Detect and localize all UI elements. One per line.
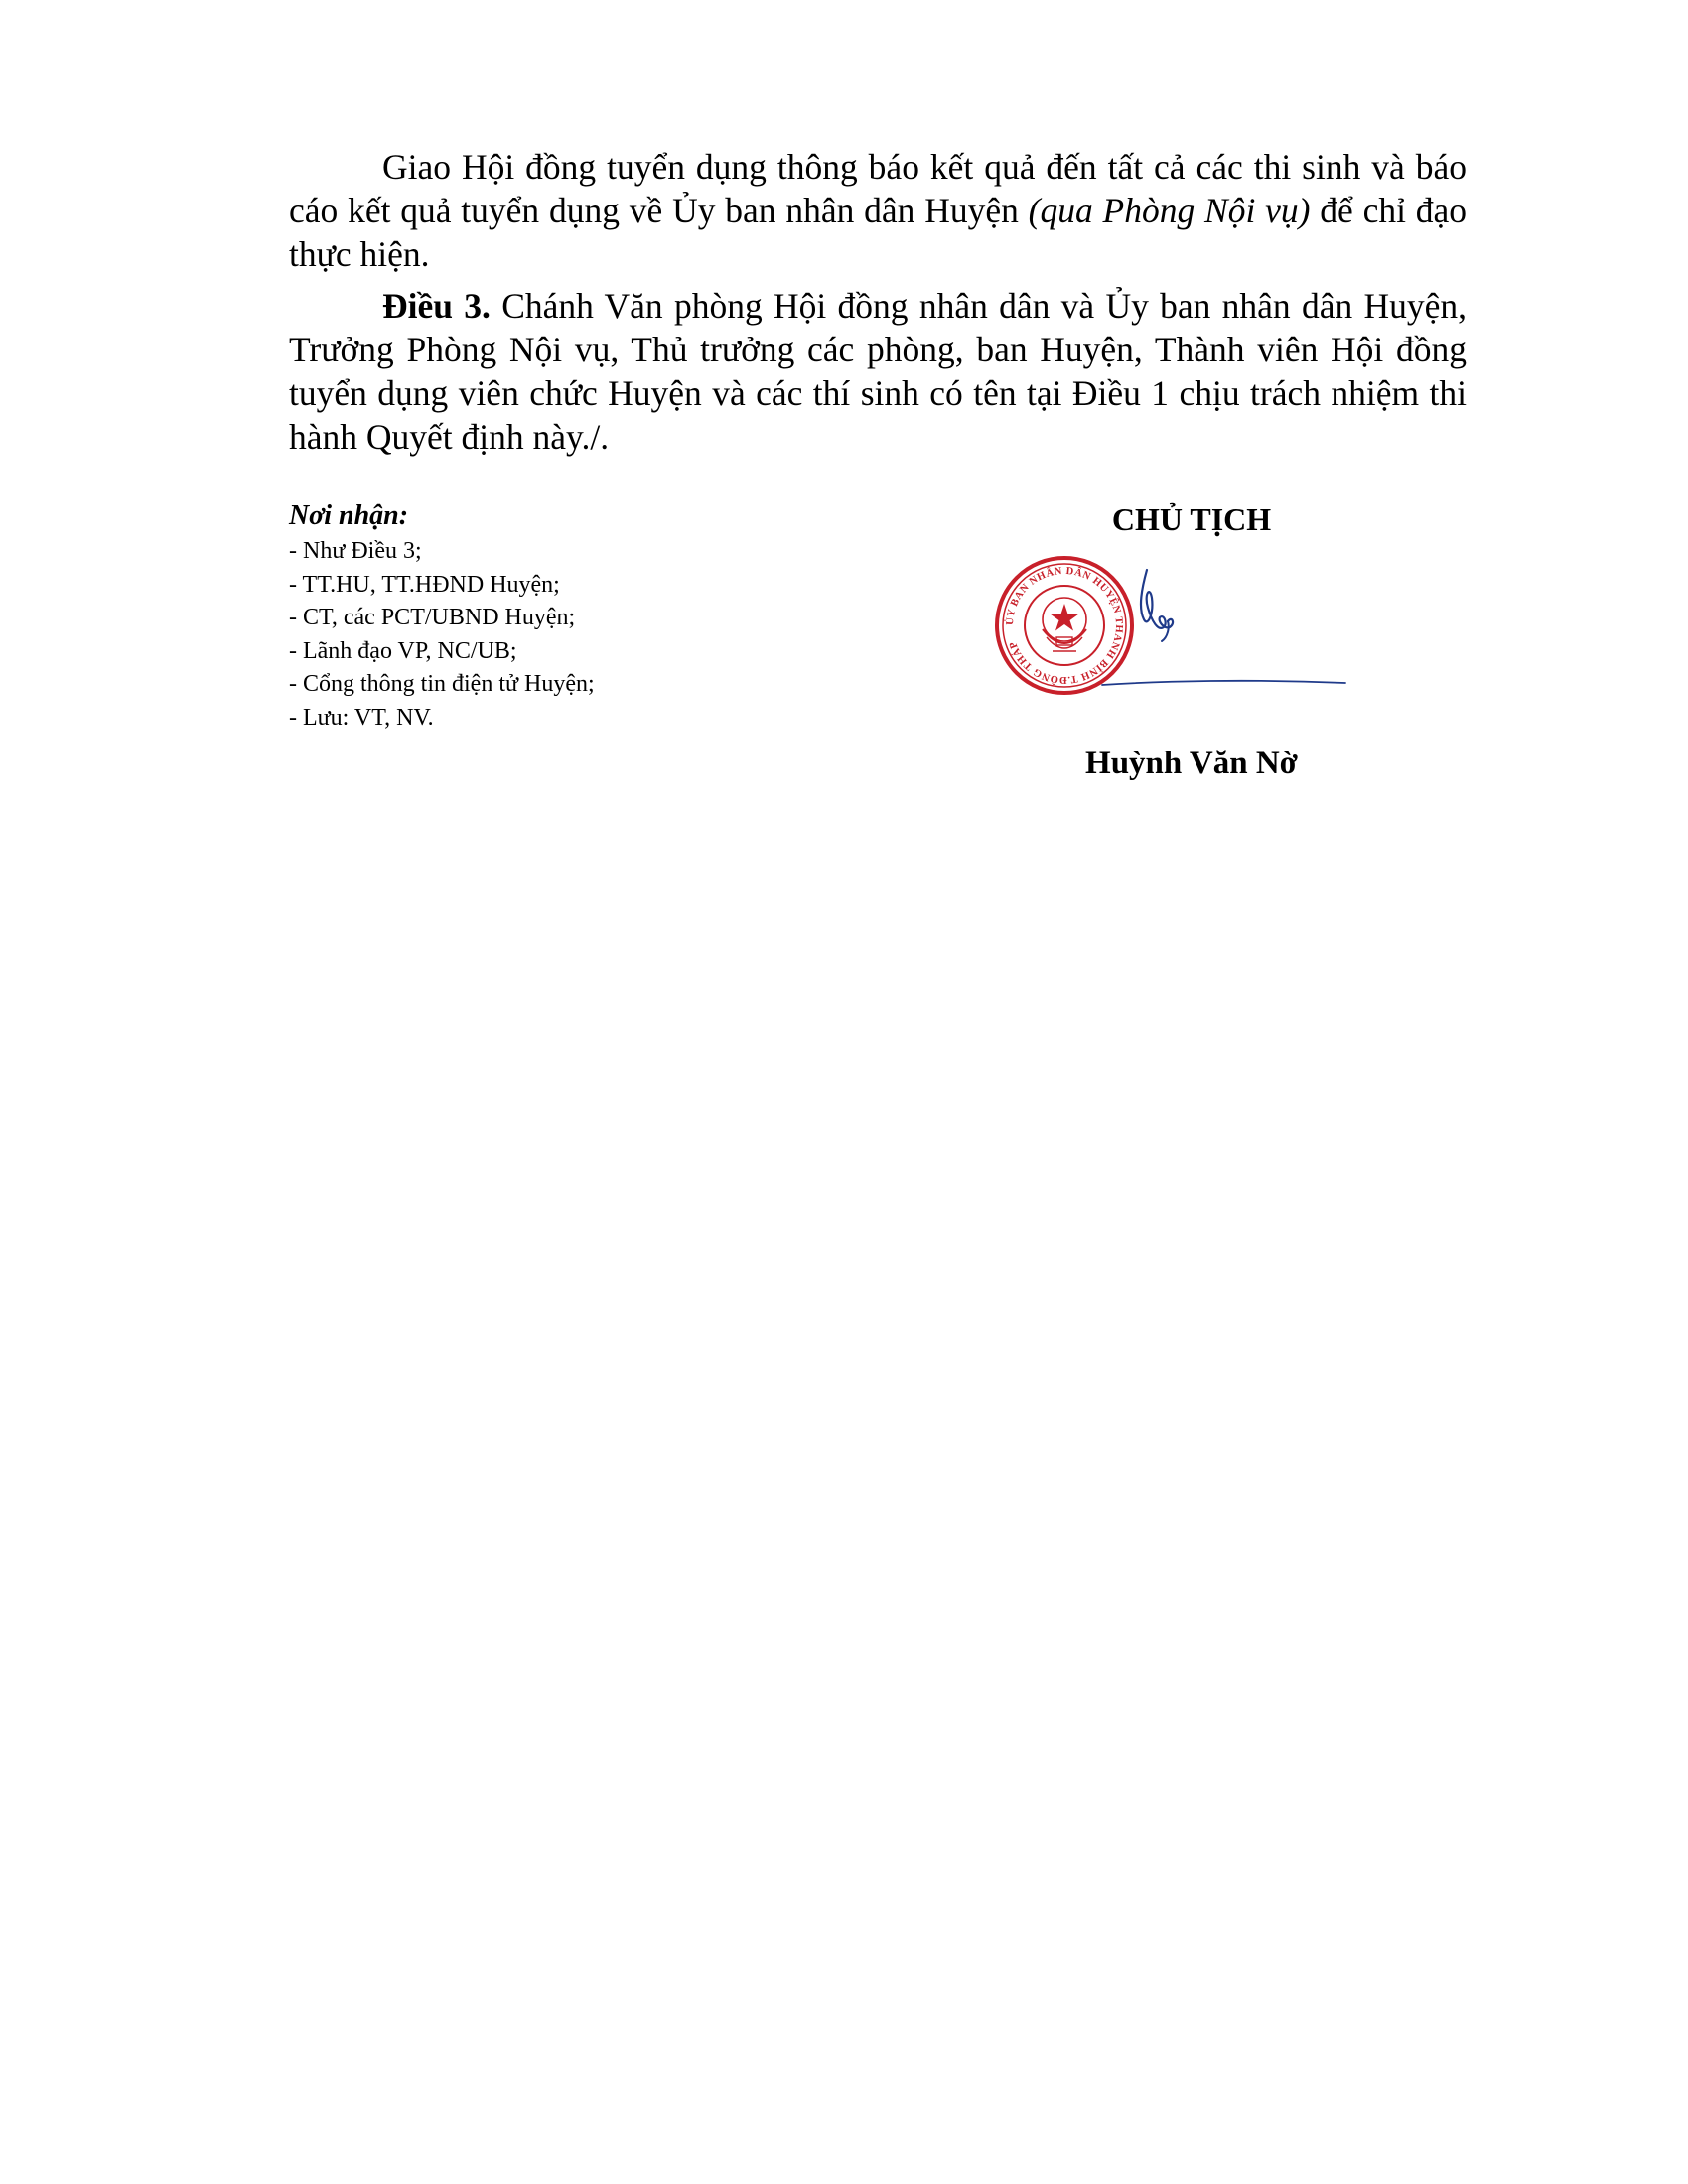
recipient-item: - Lưu: VT, NV. — [289, 704, 434, 731]
signer-name: Huỳnh Văn Nờ — [1085, 746, 1298, 781]
official-seal-icon — [993, 548, 1370, 702]
paragraph-assignment-tail: để chỉ đạo thực hiện. — [289, 191, 1467, 274]
seal-stamp — [997, 558, 1132, 693]
recipient-item: - Lãnh đạo VP, NC/UB; — [289, 637, 517, 664]
svg-text:ỦY BAN NHÂN DÂN HUYỆN THANH BÌ — [1004, 566, 1124, 687]
article-3-label: Điều 3. — [382, 286, 491, 326]
national-emblem-icon — [1043, 598, 1086, 651]
paragraph-article-3 — [289, 284, 1467, 459]
signer-title: CHỦ TỊCH — [1111, 501, 1272, 537]
recipient-item: - Như Điều 3; — [289, 538, 422, 564]
recipients-block — [289, 499, 805, 735]
seal-text: ỦY BAN NHÂN DÂN HUYỆN THANH BÌNH T.ĐỒNG THÁP — [1004, 565, 1125, 686]
paragraph-assignment — [289, 145, 1467, 276]
handwritten-signature — [1102, 570, 1345, 685]
recipients-list — [289, 535, 805, 735]
recipient-item: - CT, các PCT/UBND Huyện; — [289, 605, 576, 630]
recipient-item: - TT.HU, TT.HĐND Huyện; — [289, 571, 560, 598]
seal-and-signature — [993, 548, 1370, 702]
recipient-item: - Cổng thông tin điện tử Huyện; — [289, 671, 595, 697]
paragraph-assignment-italic: (qua Phòng Nội vụ) — [1028, 191, 1311, 230]
document-body — [289, 145, 1467, 467]
recipients-heading: Nơi nhận: — [289, 500, 409, 531]
paragraph-assignment-text: Giao Hội đồng tuyển dụng thông báo kết quả đến tất cả các thi sinh và báo cáo kết quả tuyển dụng về Ủy ban nhân dân Huyện — [289, 147, 1467, 230]
article-3-text: Chánh Văn phòng Hội đồng nhân dân và Ủy ban nhân dân Huyện, Trưởng Phòng Nội vụ, Thủ trưởng các phòng, ban Huyện, Thành viên Hội đồng tuyển dụng viên chức Huyện và các thí sinh có tên tại Điều 1 chịu trách nhiệm thi hành Quyết định này./. — [289, 286, 1468, 457]
